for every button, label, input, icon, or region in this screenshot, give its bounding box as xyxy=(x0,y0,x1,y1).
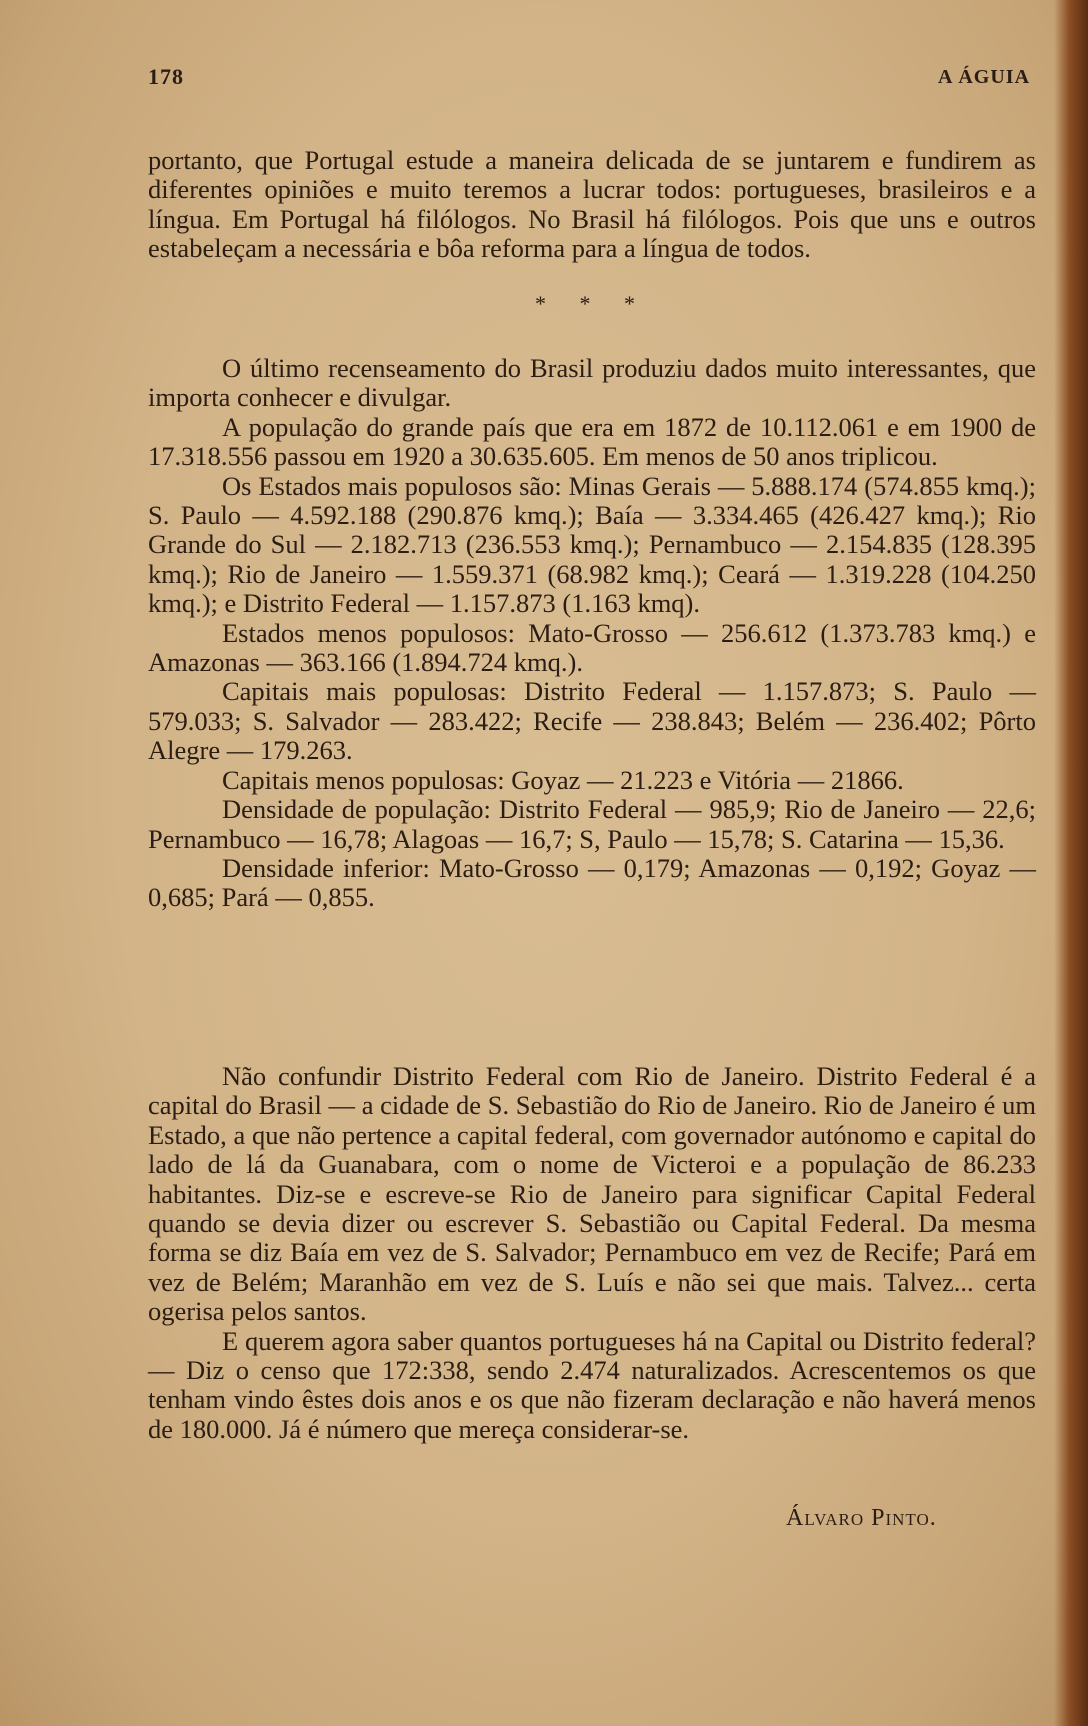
paragraph: Não confundir Distrito Federal com Rio de Janeiro. Distrito Federal é a capital do Brasil — a cidade de S. Sebastião do Rio de Janeiro. Rio de Janeiro é um Estado, a que não pertence a capital federal, com governador autónomo e capital do lado de lá da Guanabara, com o nome de Victeroi e a população de 86.233 habitantes. Diz-se e escreve-se Rio de Janeiro para significar Capital Federal quando se devia dizer ou escrever S. Sebastião ou Capital Federal. Da mesma forma se diz Baía em vez de S. Salvador; Pernambuco em vez de Recife; Pará em vez de Belém; Maranhão em vez de S. Luís e não sei que mais. Talvez... certa ogerisa pelos santos. xyxy=(148,1061,1036,1327)
page-number: 178 xyxy=(148,64,184,89)
paragraph: Os Estados mais populosos são: Minas Gerais — 5.888.174 (574.855 kmq.); S. Paulo — 4.592.188 (290.876 kmq.); Baía — 3.334.465 (426.427 kmq.); Rio Grande do Sul — 2.182.713 (236.553 kmq.); Pernambuco — 2.154.835 (128.395 kmq.); Rio de Janeiro — 1.559.371 (68.982 kmq.); Ceará — 1.319.228 (104.250 kmq.); e Distrito Federal — 1.157.873 (1.163 kmq). xyxy=(148,470,1036,619)
paragraph: O último recenseamento do Brasil produziu dados muito interessantes, que importa conhecer e divulgar. xyxy=(148,353,1036,413)
paragraph: A população do grande país que era em 1872 de 10.112.061 e em 1900 de 17.318.556 passou em 1920 a 30.635.605. Em menos de 50 anos triplicou. xyxy=(148,411,1036,472)
paragraph: Capitais mais populosas: Distrito Federal — 1.157.873; S. Paulo — 579.033; S. Salvador — 283.422; Recife — 238.843; Belém — 236.402; Pôrto Alegre — 179.263. xyxy=(148,676,1036,766)
paragraph: Estados menos populosos: Mato-Grosso — 256.612 (1.373.783 kmq.) e Amazonas — 363.166 (1.894.724 kmq.). xyxy=(148,617,1036,678)
text-section-federal-district xyxy=(148,1062,1036,1444)
running-head: A ÁGUIA xyxy=(938,66,1031,88)
paragraph: Densidade inferior: Mato-Grosso — 0,179; Amazonas — 0,192; Goyaz — 0,685; Pará — 0,855. xyxy=(148,852,1036,913)
author-signature: Álvaro Pinto. xyxy=(786,1505,937,1531)
section-separator: * * * xyxy=(535,291,649,316)
paragraph: Densidade de população: Distrito Federal — 985,9; Rio de Janeiro — 22,6; Pernambuco — 16,78; Alagoas — 16,7; S, Paulo — 15,78; S. Catarina — 15,36. xyxy=(148,794,1036,854)
text-section-language xyxy=(148,146,1036,264)
paragraph: portanto, que Portugal estude a maneira delicada de se juntarem e fundirem as diferentes opiniões e muito teremos a lucrar todos: portugueses, brasileiros e a língua. Em Portugal há filólogos. No Brasil há filólogos. Pois que uns e outros estabeleçam a necessária e bôa reforma para a língua de todos. xyxy=(148,145,1036,264)
paragraph: E querem agora saber quantos portugueses há na Capital ou Distrito federal? — Diz o censo que 172:338, sendo 2.474 naturalizados. Acrescentemos os que tenham vindo êstes dois anos e os que não fizeram declaração e não haverá menos de 180.000. Já é número que mereça considerar-se. xyxy=(148,1325,1036,1444)
paragraph: Capitais menos populosas: Goyaz — 21.223 e Vitória — 21866. xyxy=(222,764,904,795)
page-edge xyxy=(1054,0,1088,1726)
text-section-census xyxy=(148,354,1036,913)
